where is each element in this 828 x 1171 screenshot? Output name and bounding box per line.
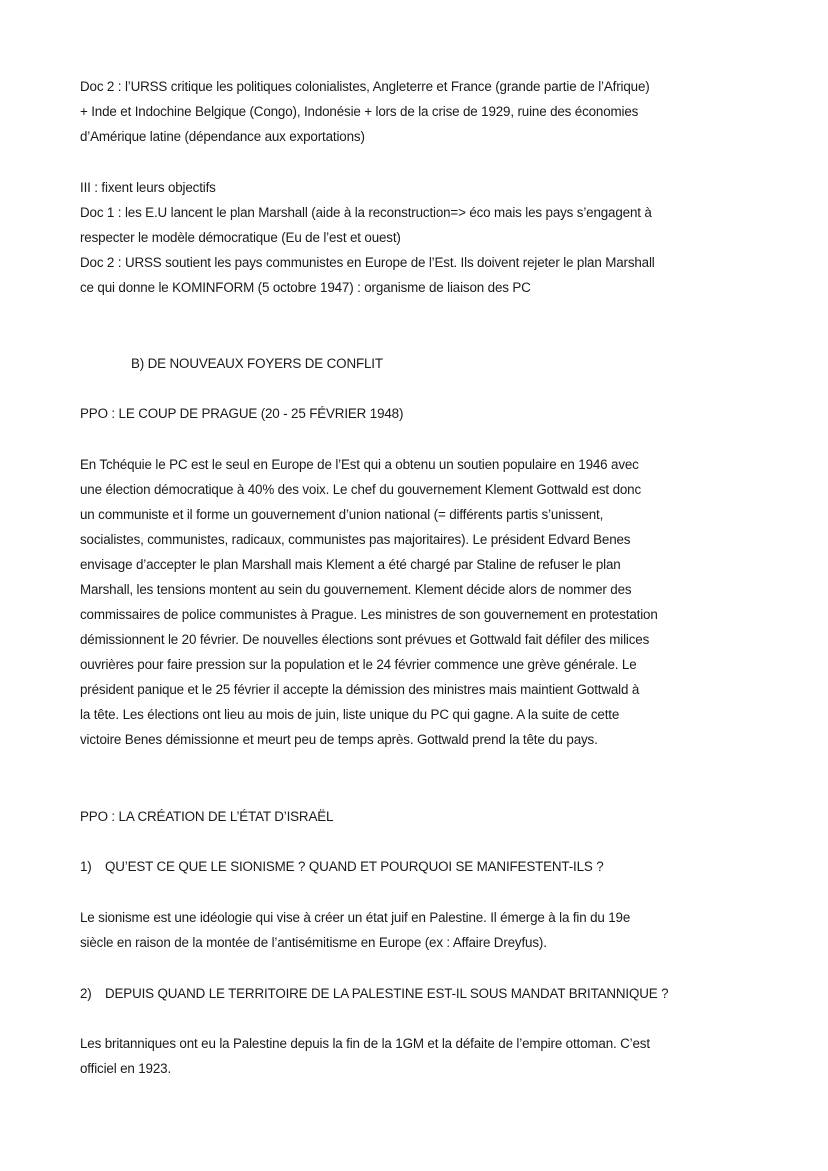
- text-line: victoire Benes démissionne et meurt peu de temps après. Gottwald prend la tête du pays.: [80, 732, 598, 747]
- text-line: envisage d’accepter le plan Marshall mais Klement a été chargé par Staline de refuser le plan: [80, 557, 621, 572]
- answer-1: [80, 905, 630, 955]
- section-objectives: [80, 175, 655, 300]
- text-line: Doc 2 : l’URSS critique les politiques colonialistes, Angleterre et France (grande partie de l’Afrique): [80, 79, 650, 94]
- text-line: Marshall, les tensions montent au sein du gouvernement. Klement décide alors de nommer des: [80, 582, 632, 597]
- question-text: DEPUIS QUAND LE TERRITOIRE DE LA PALESTINE EST-IL SOUS MANDAT BRITANNIQUE ?: [105, 986, 669, 1001]
- answer-2: [80, 1031, 650, 1081]
- text-line: une élection démocratique à 40% des voix. Le chef du gouvernement Klement Gottwald est donc: [80, 482, 642, 497]
- text-line: commissaires de police communistes à Prague. Les ministres de son gouvernement en protestation: [80, 607, 658, 622]
- text-line: la tête. Les élections ont lieu au mois de juin, liste unique du PC qui gagne. A la suite de cette: [80, 707, 620, 722]
- prague-coup-text: [80, 452, 658, 752]
- text-line: Les britanniques ont eu la Palestine depuis la fin de la 1GM et la défaite de l’empire ottoman. C’est: [80, 1036, 650, 1051]
- text-line: En Tchéquie le PC est le seul en Europe de l’Est qui a obtenu un soutien populaire en 1946 avec: [80, 457, 639, 472]
- heading-israel: [80, 804, 333, 829]
- text-line: siècle en raison de la montée de l’antisémitisme en Europe (ex : Affaire Dreyfus).: [80, 935, 547, 950]
- text-line: officiel en 1923.: [80, 1061, 172, 1076]
- text-line: président panique et le 25 février il accepte la démission des ministres mais maintient Gottwald à: [80, 682, 640, 697]
- doc2-urss-colonialism: [80, 74, 650, 149]
- list-number: 2): [80, 986, 92, 1001]
- text-line: PPO : LE COUP DE PRAGUE (20 - 25 FÉVRIER 1948): [80, 406, 404, 421]
- text-line: PPO : LA CRÉATION DE L’ÉTAT D’ISRAËL: [80, 809, 334, 824]
- text-line: démissionnent le 20 février. De nouvelles élections sont prévues et Gottwald fait défiler des milices: [80, 632, 650, 647]
- heading-prague-coup: [80, 401, 403, 426]
- text-line: socialistes, communistes, radicaux, communistes pas majoritaires). Le président Edvard Benes: [80, 532, 631, 547]
- text-line: B) DE NOUVEAUX FOYERS DE CONFLIT: [131, 356, 383, 371]
- text-line: un communiste et il forme un gouvernement d’union national (= différents partis s’unissent,: [80, 507, 604, 522]
- text-line: + Inde et Indochine Belgique (Congo), Indonésie + lors de la crise de 1929, ruine des économies: [80, 104, 639, 119]
- heading-new-conflicts: [131, 351, 383, 376]
- question-text: QU’EST CE QUE LE SIONISME ? QUAND ET POURQUOI SE MANIFESTENT-ILS ?: [105, 859, 604, 874]
- text-line: Doc 2 : URSS soutient les pays communistes en Europe de l’Est. Ils doivent rejeter le plan Marshall: [80, 255, 655, 270]
- text-line: Doc 1 : les E.U lancent le plan Marshall (aide à la reconstruction=> éco mais les pays s’engagent à: [80, 205, 652, 220]
- text-line: ouvrières pour faire pression sur la population et le 24 février commence une grève générale. Le: [80, 657, 637, 672]
- text-line: ce qui donne le KOMINFORM (5 octobre 1947) : organisme de liaison des PC: [80, 280, 531, 295]
- text-line: respecter le modèle démocratique (Eu de l’est et ouest): [80, 230, 401, 245]
- text-line: III : fixent leurs objectifs: [80, 180, 216, 195]
- text-line: Le sionisme est une idéologie qui vise à créer un état juif en Palestine. Il émerge à la fin du 19e: [80, 910, 631, 925]
- list-number: 1): [80, 859, 92, 874]
- text-line: d’Amérique latine (dépendance aux exportations): [80, 129, 365, 144]
